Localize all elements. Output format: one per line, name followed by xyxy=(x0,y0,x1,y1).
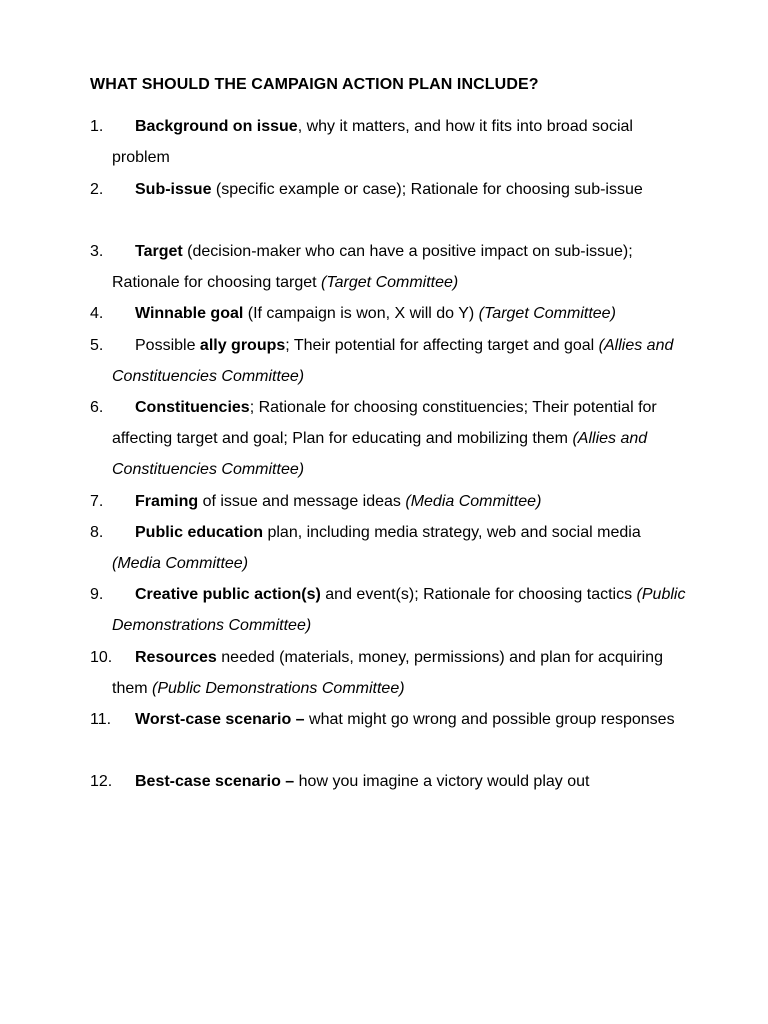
list-item xyxy=(90,236,690,298)
list-item xyxy=(90,704,690,735)
list-item-text-2: ; Their potential for affecting target and goal xyxy=(285,337,599,354)
list-item-text: and event(s); Rationale for choosing tactics xyxy=(320,586,637,603)
list-item-body xyxy=(112,704,690,735)
list-item-bold: Framing xyxy=(135,493,199,510)
list-item-text: of issue and message ideas xyxy=(198,493,406,510)
list-item-text: (If campaign is won, X will do Y) xyxy=(243,305,479,322)
list-item-number: 12. xyxy=(90,773,113,790)
list-item xyxy=(90,298,690,329)
list-item-text: needed (materials, money, permissions) and plan for acquiring them xyxy=(112,649,663,697)
list-item-committee: (Target Committee) xyxy=(478,305,616,322)
list-item-number: 4. xyxy=(90,305,104,322)
list-item-body xyxy=(112,174,690,205)
list-item-number: 9. xyxy=(90,586,104,603)
list-item-committee: (Media Committee) xyxy=(405,493,542,510)
list-item-text: (decision-maker who can have a positive impact on sub-issue); Rationale for choosing target xyxy=(112,243,633,291)
list-item xyxy=(90,392,690,485)
list-item-number: 7. xyxy=(90,493,104,510)
list-item-number: 1. xyxy=(90,118,104,135)
list-item-body xyxy=(112,766,690,797)
list-item-body xyxy=(112,517,690,579)
list-item-text: ; Rationale for choosing constituencies; Their potential for affecting target and goal; Plan for educating and mobilizing them xyxy=(112,399,657,447)
list-item-body xyxy=(112,236,690,298)
list-item-committee: (Allies and Constituencies Committee) xyxy=(112,430,648,478)
list-item-body xyxy=(112,298,690,329)
list-item-committee: (Public Demonstrations Committee) xyxy=(152,680,405,697)
list-item-number: 6. xyxy=(90,399,104,416)
list-item-committee: (Media Committee) xyxy=(112,555,249,572)
list-item-text: what might go wrong and possible group responses xyxy=(304,711,675,728)
list-item-body xyxy=(112,111,690,173)
document-title: WHAT SHOULD THE CAMPAIGN ACTION PLAN INCLUDE? xyxy=(90,76,539,93)
list-item xyxy=(90,330,690,392)
list-item-text: , why it matters, and how it fits into broad social problem xyxy=(112,118,633,166)
list-item-number: 2. xyxy=(90,181,104,198)
list-item-bold: Public education xyxy=(135,524,264,541)
list-item-number: 3. xyxy=(90,243,104,260)
list-item-body xyxy=(112,642,690,704)
list-item-text: plan, including media strategy, web and social media xyxy=(263,524,641,541)
list-item-body xyxy=(112,392,690,485)
list-item-committee: (Public Demonstrations Committee) xyxy=(112,586,686,634)
list-item-body xyxy=(112,579,690,641)
list-item-body xyxy=(112,486,690,517)
list-item-number: 10. xyxy=(90,649,113,666)
list-item xyxy=(90,766,690,797)
list-item-bold: Background on issue xyxy=(135,118,298,135)
list-item-committee: (Target Committee) xyxy=(321,274,459,291)
list-item-bold: Constituencies xyxy=(135,399,250,416)
list-item xyxy=(90,486,690,517)
list-item-committee: (Allies and Constituencies Committee) xyxy=(112,337,674,385)
list-item-bold: ally groups xyxy=(199,337,286,354)
list-item-bold: Target xyxy=(135,243,183,260)
list-item-bold: Sub-issue xyxy=(135,181,212,198)
list-item xyxy=(90,111,690,173)
list-item-number: 11. xyxy=(90,711,112,728)
list-item-number: 5. xyxy=(90,337,104,354)
list-item-bold: Creative public action(s) xyxy=(135,586,321,603)
list-item xyxy=(90,642,690,704)
list-item-bold: Best-case scenario – xyxy=(135,773,295,790)
list-item xyxy=(90,517,690,579)
list-item-body xyxy=(112,330,690,392)
list-item-text: how you imagine a victory would play out xyxy=(294,773,590,790)
list-item-number: 8. xyxy=(90,524,104,541)
list-item-text: Possible xyxy=(135,337,200,354)
list-item-text: (specific example or case); Rationale for choosing sub-issue xyxy=(211,181,643,198)
list-item-bold: Resources xyxy=(135,649,217,666)
list-item xyxy=(90,174,690,205)
list-item-bold: Winnable goal xyxy=(135,305,244,322)
list-item-bold: Worst-case scenario – xyxy=(135,711,305,728)
list-item xyxy=(90,579,690,641)
